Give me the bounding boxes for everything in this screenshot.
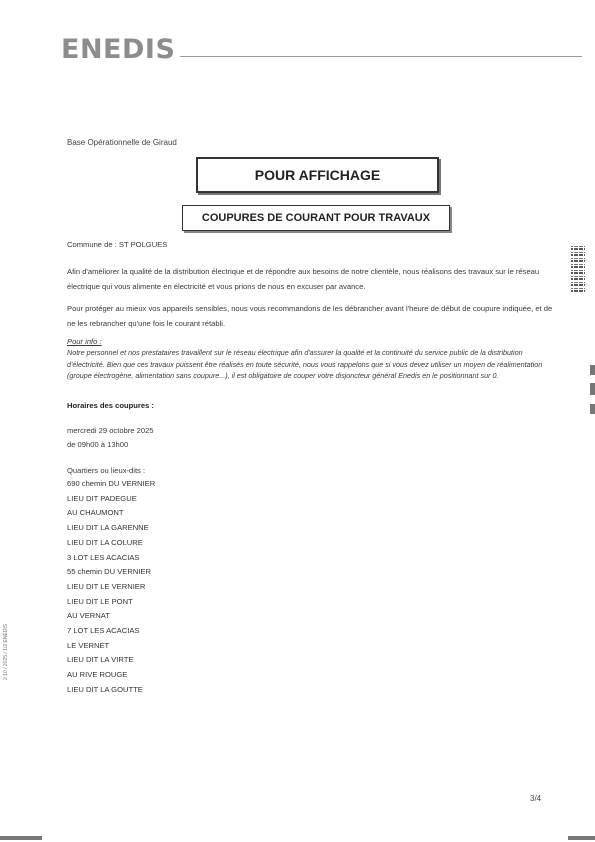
side-code: 2 10 / 2025 / 1/2 ENEDIS [3,623,9,680]
subtitle-box [182,205,450,231]
list-item: LIEU DIT LA COLURE [67,537,143,547]
commune-line: Commune de : ST POLGUES [67,240,168,249]
quartiers-list [67,477,155,698]
cut-date: mercredi 29 octobre 2025 [67,426,154,435]
quartiers-heading: Quartiers ou lieux-dits : [67,466,146,475]
enedis-logo: ENEDIS [61,34,176,65]
list-item: AU CHAUMONT [67,508,124,518]
header-rule [180,56,582,57]
page-subtitle: COUPURES DE COURANT POUR TRAVAUX [201,212,431,224]
note-paragraph: Notre personnel et nos prestataires travaillent sur le réseau électrique afin d'assurer la qualité et la continuité du service public de la distribution d'électricité. Bien que ces travaux puissent être réalisés en toute sécurité, nous vous rappelons que si vous devez utiliser un moyen de réalimentation (groupe électrogène, alimentation sans coupure...), il est obligatoire de couper votre disjoncteur général Enedis en le positionnant sur 0. [67,348,543,380]
list-item: LIEU DIT LA GOUTTE [67,684,143,694]
note-label: Pour info : [67,337,102,346]
protect-paragraph: Pour protéger au mieux vos appareils sensibles, nous vous recommandons de les débrancher avant l'heure de début de coupure indiquée, et de ne les rebrancher qu'une fois le courant rétabli. [67,304,553,328]
page-title: POUR AFFICHAGE [254,167,381,183]
list-item: LIEU DIT LA GARENNE [67,523,149,533]
issuer-text: Base Opérationnelle de Giraud [67,138,177,147]
list-item: LIEU DIT LE PONT [67,596,133,606]
scan-edge-right [568,836,595,840]
edge-mark [590,404,595,414]
list-item: LIEU DIT LE VERNIER [67,581,146,591]
scan-edge-left [0,836,42,840]
list-item: AU RIVE ROUGE [67,670,128,680]
edge-mark [590,365,595,375]
title-box-affichage [196,157,439,193]
list-item: LIEU DIT LA VIRTE [67,655,134,665]
list-item: 690 chemin DU VERNIER [67,479,156,488]
list-item: AU VERNAT [67,611,110,621]
edge-mark [590,383,595,395]
list-item: LE VERNET [67,640,110,650]
page-number: 3/4 [530,794,542,803]
cut-time: de 09h00 à 13h00 [67,440,129,449]
list-item: 55 chemin DU VERNIER [67,567,151,577]
datamatrix-overlay [571,244,585,292]
list-item: 7 LOT LES ACACIAS [67,626,140,636]
horaires-heading: Horaires des coupures : [67,401,154,410]
list-item: LIEU DIT PADEGUE [67,493,137,503]
list-item: 3 LOT LES ACACIAS [67,552,140,562]
intro-paragraph: Afin d'améliorer la qualité de la distribution électrique et de répondre aux besoins de notre clientèle, nous réalisons des travaux sur le réseau électrique qui vous alimente en électricité et vous prions de nous en excuser par avance. [67,267,540,291]
